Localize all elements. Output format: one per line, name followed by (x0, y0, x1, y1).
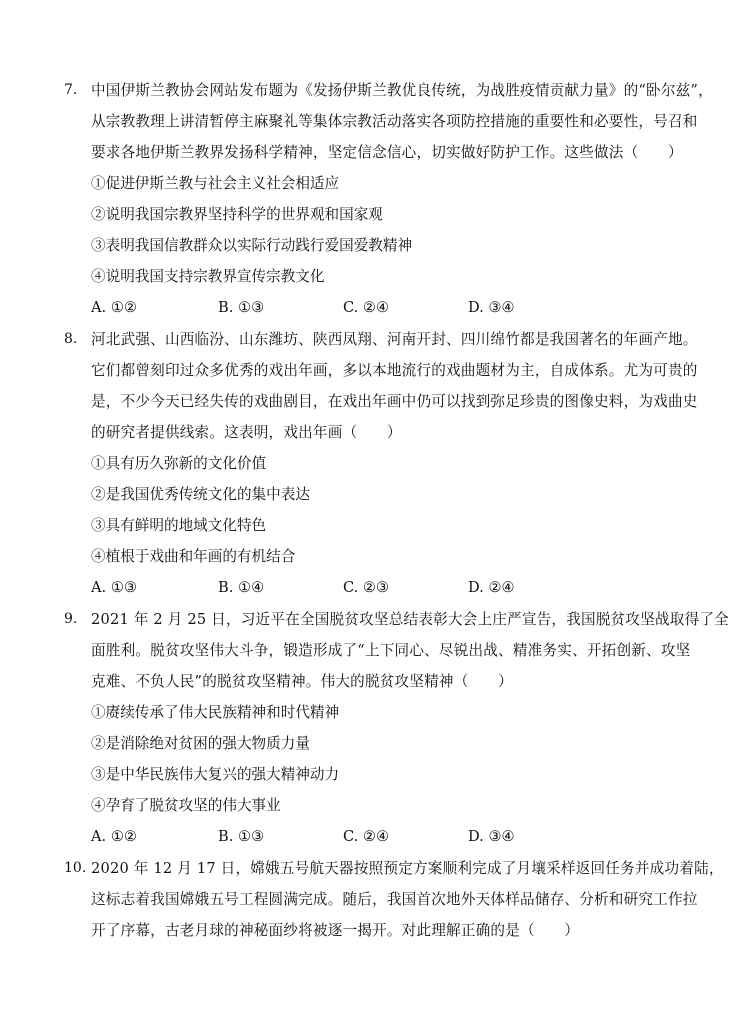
choice-c[interactable]: C. ②③ (343, 579, 390, 596)
question-number: 9. (64, 611, 78, 627)
choice-b[interactable]: B. ①④ (218, 579, 265, 596)
statement-4: ④植根于戏曲和年画的有机结合 (91, 548, 296, 565)
question-stem-line: 这标志着我国嫦娥五号工程圆满完成。随后，我国首次地外天体样品储存、分析和研究工作拉 (91, 891, 698, 908)
question-stem-line: 2020 年 12 月 17 日，嫦娥五号航天器按照预定方案顺利完成了月壤采样返回任务并成功着陆， (91, 860, 724, 877)
choice-a[interactable]: A. ①② (91, 828, 137, 845)
choice-b[interactable]: B. ①③ (218, 828, 265, 845)
question-number: 10. (64, 860, 87, 876)
question-stem-line: 面胜利。脱贫攻坚伟大斗争，锻造形成了“上下同心、尽锐出战、精准务实、开拓创新、攻坚 (91, 642, 691, 659)
question-stem-line: 的研究者提供线索。这表明，戏出年画（ ） (91, 424, 402, 441)
question-stem-line: 2021 年 2 月 25 日，习近平在全国脱贫攻坚总结表彰大会上庄严宣告，我国脱贫攻坚战取得了全 (91, 611, 729, 628)
choice-d[interactable]: D. ②④ (468, 579, 515, 596)
statement-2: ②是我国优秀传统文化的集中表达 (91, 486, 310, 503)
question-stem-line: 要求各地伊斯兰教界发扬科学精神，坚定信念信心，切实做好防护工作。这些做法（ ） (91, 144, 683, 161)
statement-3: ③表明我国信教群众以实际行动践行爱国爱教精神 (91, 237, 413, 254)
choice-a[interactable]: A. ①② (91, 299, 137, 316)
choice-c[interactable]: C. ②④ (343, 828, 390, 845)
choice-d[interactable]: D. ③④ (468, 299, 515, 316)
statement-3: ③具有鲜明的地域文化特色 (91, 517, 267, 534)
statement-1: ①赓续传承了伟大民族精神和时代精神 (91, 704, 340, 721)
choice-b[interactable]: B. ①③ (218, 299, 265, 316)
statement-4: ④孕育了脱贫攻坚的伟大事业 (91, 797, 281, 814)
choice-d[interactable]: D. ③④ (468, 828, 515, 845)
choice-c[interactable]: C. ②④ (343, 299, 390, 316)
statement-3: ③是中华民族伟大复兴的强大精神动力 (91, 766, 340, 783)
statement-1: ①促进伊斯兰教与社会主义社会相适应 (91, 175, 340, 192)
question-stem-line: 从宗教教理上讲清暂停主麻聚礼等集体宗教活动落实各项防控措施的重要性和必要性，号召和 (91, 113, 698, 130)
question-stem-line: 克难、不负人民”的脱贫攻坚精神。伟大的脱贫攻坚精神（ ） (91, 673, 513, 690)
statement-4: ④说明我国支持宗教界宣传宗教文化 (91, 268, 325, 285)
statement-2: ②说明我国宗教界坚持科学的世界观和国家观 (91, 206, 383, 223)
question-number: 8. (64, 331, 78, 347)
question-stem-line: 它们都曾刻印过众多优秀的戏出年画，多以本地流行的戏曲题材为主，自成体系。尤为可贵的 (91, 362, 698, 379)
statement-2: ②是消除绝对贫困的强大物质力量 (91, 735, 310, 752)
question-number: 7. (64, 82, 78, 98)
question-stem-line: 河北武强、山西临汾、山东潍坊、陕西凤翔、河南开封、四川绵竹都是我国著名的年画产地。 (91, 331, 698, 348)
statement-1: ①具有历久弥新的文化价值 (91, 455, 267, 472)
question-stem-line: 开了序幕，古老月球的神秘面纱将被逐一揭开。对此理解正确的是（ ） (91, 922, 580, 939)
question-stem-line: 中国伊斯兰教协会网站发布题为《发扬伊斯兰教优良传统，为战胜疫情贡献力量》的“卧尔兹”， (91, 82, 713, 99)
choice-a[interactable]: A. ①③ (91, 579, 137, 596)
question-stem-line: 是，不少今天已经失传的戏曲剧目，在戏出年画中仍可以找到弥足珍贵的图像史料，为戏曲史 (91, 393, 698, 410)
